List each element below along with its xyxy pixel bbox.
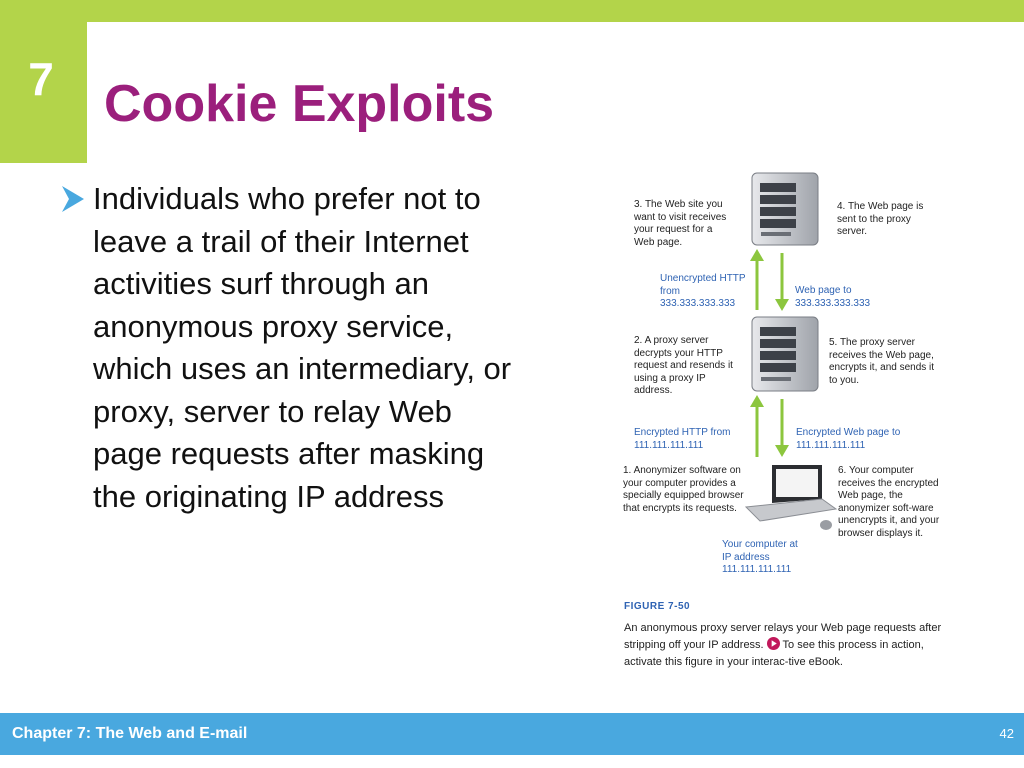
figure-caption [624, 620, 954, 671]
play-icon[interactable] [767, 637, 780, 650]
step1-text: 1. Anonymizer software on your computer provides a specially equipped browser that encrypts its requests. [623, 465, 744, 514]
step6-text: 6. Your computer receives the encrypted Web page, the anonymizer soft-ware unencrypts it, and your browser displays it. [838, 465, 940, 539]
proxy-server-icon [752, 317, 818, 391]
step4-text: 4. The Web page is sent to the proxy server. [837, 201, 924, 237]
footer-chapter-title: Chapter 7: The Web and E-mail [12, 725, 248, 742]
your-computer-label: Your computer at IP address 111.111.111.111 [722, 539, 798, 575]
bullet-text: Individuals who prefer not to leave a trail of their Internet activities surf through an anonymous proxy service, which uses an intermediary, or proxy, server to relay Web page requests after masking the originating IP address [93, 181, 512, 514]
page-number: 42 [999, 726, 1014, 741]
chapter-number: 7 [28, 53, 54, 105]
step5-text: 5. The proxy server receives the Web page, encrypts it, and sends it to you. [829, 337, 935, 386]
unencrypted-http-label: Unencrypted HTTP from 333.333.333.333 [660, 273, 746, 309]
caption-text-start: An anonymous proxy server relays your Web page requests after stripping off your IP address. [624, 622, 942, 651]
down-arrow-top [775, 253, 789, 311]
laptop-icon [746, 465, 836, 530]
figure-label: FIGURE 7-50 [624, 601, 691, 612]
web-server-icon [752, 173, 818, 245]
encrypted-http-label: Encrypted HTTP from 111.111.111.111 [634, 427, 731, 451]
step2-text: 2. A proxy server decrypts your HTTP request and resends it using a proxy IP address. [634, 335, 733, 396]
step3-text: 3. The Web site you want to visit receives your request for a Web page. [634, 199, 727, 248]
down-arrow-bottom [775, 399, 789, 457]
up-arrow-bottom [750, 395, 764, 457]
web-page-to-label: Web page to 333.333.333.333 [795, 285, 871, 309]
slide-title: Cookie Exploits [104, 75, 495, 133]
proxy-figure [600, 165, 960, 695]
encrypted-web-page-label: Encrypted Web page to 111.111.111.111 [796, 427, 901, 451]
arrow-bullet-icon [60, 184, 86, 214]
top-accent-bar [0, 0, 1024, 22]
footer-bar [0, 713, 1024, 755]
caption-text-end: To see this process in action, activate this figure in your interac-tive eBook. [624, 639, 924, 668]
